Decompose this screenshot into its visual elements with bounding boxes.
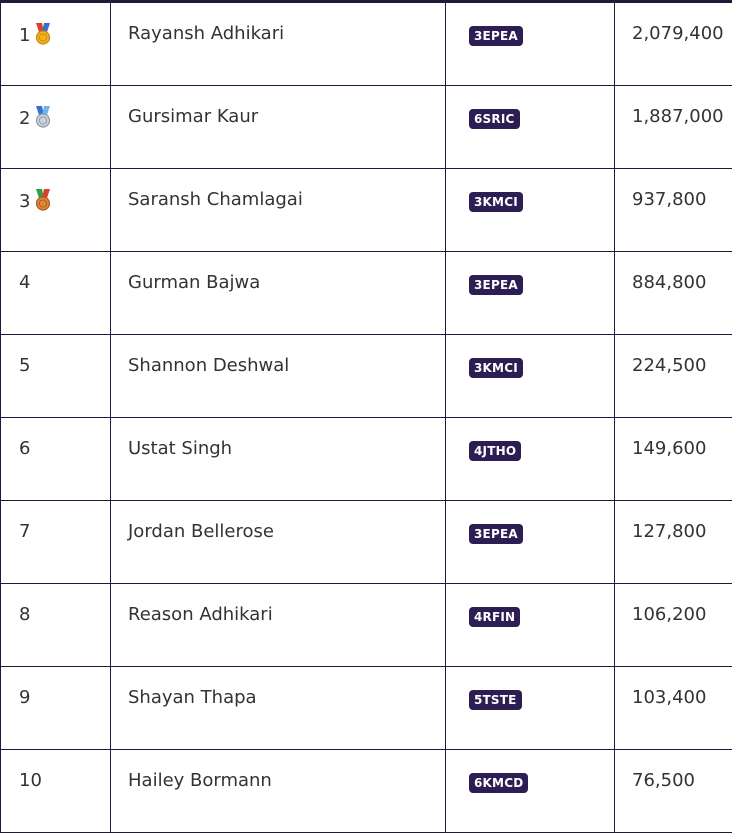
student-name: Gursimar Kaur: [128, 106, 258, 127]
table-row: [1, 335, 732, 418]
class-cell: [446, 169, 615, 252]
score-value: 1,887,000: [632, 106, 724, 127]
rank-number: 2: [19, 108, 30, 129]
class-badge: 4RFIN: [469, 607, 520, 627]
table-row: [1, 86, 732, 169]
table-row: [1, 169, 732, 252]
rank-number: 9: [19, 687, 30, 708]
class-badge: 3EPEA: [469, 524, 523, 544]
score-cell: [615, 418, 732, 501]
class-cell: [446, 86, 615, 169]
score-value: 937,800: [632, 189, 706, 210]
student-name: Ustat Singh: [128, 438, 232, 459]
class-badge: 3KMCI: [469, 192, 523, 212]
rank-cell: [1, 584, 111, 667]
class-cell: [446, 501, 615, 584]
student-name: Saransh Chamlagai: [128, 189, 303, 210]
score-value: 103,400: [632, 687, 706, 708]
rank-cell: [1, 335, 111, 418]
class-badge: 3EPEA: [469, 26, 523, 46]
score-value: 127,800: [632, 521, 706, 542]
class-cell: [446, 3, 615, 86]
student-name: Shayan Thapa: [128, 687, 257, 708]
table-row: [1, 667, 732, 750]
table-row: [1, 584, 732, 667]
student-name: Jordan Bellerose: [128, 521, 274, 542]
name-cell: [111, 252, 446, 335]
rank-number: 6: [19, 438, 30, 459]
name-cell: [111, 86, 446, 169]
score-value: 149,600: [632, 438, 706, 459]
name-cell: [111, 169, 446, 252]
rank-cell: [1, 169, 111, 252]
class-badge: 6SRIC: [469, 109, 520, 129]
student-name: Shannon Deshwal: [128, 355, 289, 376]
leaderboard-table: [0, 2, 732, 833]
rank-cell: [1, 750, 111, 833]
class-badge: 3EPEA: [469, 275, 523, 295]
score-cell: [615, 335, 732, 418]
table-row: [1, 750, 732, 833]
rank-cell: [1, 252, 111, 335]
name-cell: [111, 501, 446, 584]
score-cell: [615, 501, 732, 584]
score-cell: [615, 86, 732, 169]
score-cell: [615, 169, 732, 252]
name-cell: [111, 667, 446, 750]
rank-number: 7: [19, 521, 30, 542]
name-cell: [111, 584, 446, 667]
score-value: 224,500: [632, 355, 706, 376]
class-badge: 3KMCI: [469, 358, 523, 378]
rank-number: 1: [19, 25, 30, 46]
table-row: [1, 501, 732, 584]
rank-number: 5: [19, 355, 30, 376]
score-cell: [615, 584, 732, 667]
class-cell: [446, 335, 615, 418]
rank-cell: [1, 667, 111, 750]
rank-number: 8: [19, 604, 30, 625]
rank-number: 4: [19, 272, 30, 293]
name-cell: [111, 335, 446, 418]
rank-number: 10: [19, 770, 42, 791]
class-badge: 5TSTE: [469, 690, 522, 710]
class-cell: [446, 584, 615, 667]
score-cell: [615, 750, 732, 833]
score-value: 106,200: [632, 604, 706, 625]
name-cell: [111, 750, 446, 833]
table-row: [1, 418, 732, 501]
score-value: 2,079,400: [632, 23, 724, 44]
gold-medal-icon: [34, 23, 52, 45]
student-name: Reason Adhikari: [128, 604, 273, 625]
rank-cell: [1, 418, 111, 501]
score-cell: [615, 252, 732, 335]
rank-cell: [1, 3, 111, 86]
student-name: Rayansh Adhikari: [128, 23, 284, 44]
table-row: [1, 252, 732, 335]
student-name: Hailey Bormann: [128, 770, 272, 791]
class-cell: [446, 252, 615, 335]
score-value: 884,800: [632, 272, 706, 293]
class-cell: [446, 750, 615, 833]
bronze-medal-icon: [34, 189, 52, 211]
class-badge: 4JTHO: [469, 441, 521, 461]
class-cell: [446, 667, 615, 750]
name-cell: [111, 3, 446, 86]
name-cell: [111, 418, 446, 501]
class-badge: 6KMCD: [469, 773, 528, 793]
student-name: Gurman Bajwa: [128, 272, 260, 293]
table-row: [1, 3, 732, 86]
score-cell: [615, 3, 732, 86]
rank-number: 3: [19, 191, 30, 212]
class-cell: [446, 418, 615, 501]
silver-medal-icon: [34, 106, 52, 128]
score-value: 76,500: [632, 770, 695, 791]
rank-cell: [1, 86, 111, 169]
score-cell: [615, 667, 732, 750]
rank-cell: [1, 501, 111, 584]
